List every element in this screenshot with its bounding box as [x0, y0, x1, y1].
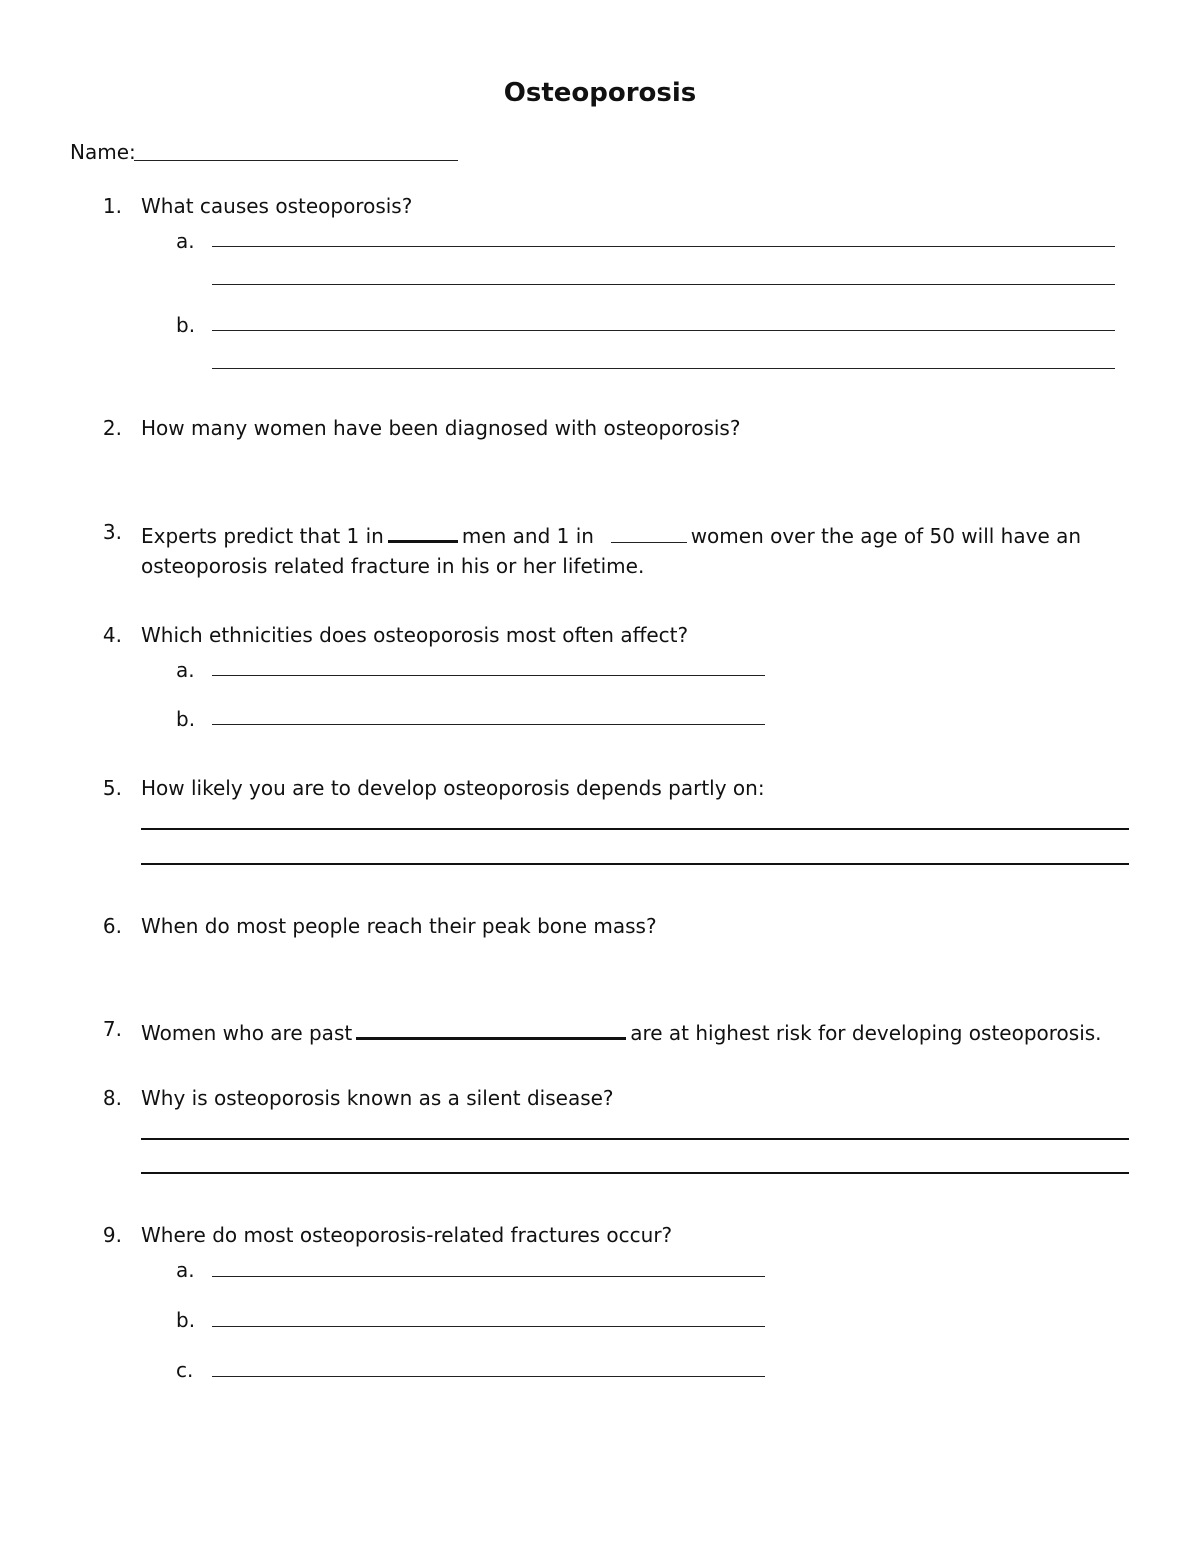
question-3-text — [141, 522, 1081, 546]
question-9-sub-b-line[interactable] — [212, 1326, 765, 1327]
question-9-sub-a-line[interactable] — [212, 1276, 765, 1277]
question-9-sub-c-label: c. — [176, 1358, 194, 1382]
question-4-sub-b-line[interactable] — [212, 724, 765, 725]
question-1-sub-a-label: a. — [176, 229, 195, 253]
question-3-line-2: osteoporosis related fracture in his or her lifetime. — [141, 554, 645, 578]
question-1-sub-a-line-1[interactable] — [212, 246, 1115, 247]
question-9-sub-b-label: b. — [176, 1308, 196, 1332]
question-1-sub-b-label: b. — [176, 313, 196, 337]
question-4-sub-b-label: b. — [176, 707, 196, 731]
question-1-sub-b-line-2[interactable] — [212, 368, 1115, 369]
question-4-sub-a-line[interactable] — [212, 675, 765, 676]
question-3-part-1: Experts predict that 1 in — [141, 524, 384, 548]
question-1-text: What causes osteoporosis? — [141, 194, 413, 218]
question-1-number: 1. — [102, 194, 122, 218]
question-1-sub-a-line-2[interactable] — [212, 284, 1115, 285]
question-8-text: Why is osteoporosis known as a silent disease? — [141, 1086, 614, 1110]
question-5-text: How likely you are to develop osteoporosis depends partly on: — [141, 776, 765, 800]
name-label: Name: — [70, 140, 136, 164]
question-7-part-2: are at highest risk for developing osteoporosis. — [630, 1021, 1102, 1045]
question-9-sub-a-label: a. — [176, 1258, 195, 1282]
question-5-answer-line-1[interactable] — [141, 828, 1129, 830]
question-8-answer-line-2[interactable] — [141, 1172, 1129, 1174]
question-4-text: Which ethnicities does osteoporosis most often affect? — [141, 623, 689, 647]
question-7-part-1: Women who are past — [141, 1021, 353, 1045]
question-4-number: 4. — [102, 623, 122, 647]
question-7-text — [141, 1019, 1102, 1043]
question-7-answer-blank[interactable] — [356, 1019, 626, 1040]
question-6-number: 6. — [102, 914, 122, 938]
question-6-text: When do most people reach their peak bone mass? — [141, 914, 657, 938]
question-3-part-2: men and 1 in — [461, 524, 594, 548]
question-5-number: 5. — [102, 776, 122, 800]
question-9-text: Where do most osteoporosis-related fractures occur? — [141, 1223, 673, 1247]
question-9-number: 9. — [102, 1223, 122, 1247]
question-7-number: 7. — [102, 1017, 122, 1041]
question-2-number: 2. — [102, 416, 122, 440]
question-8-number: 8. — [102, 1086, 122, 1110]
question-3-men-blank[interactable] — [388, 522, 458, 543]
question-9-sub-c-line[interactable] — [212, 1376, 765, 1377]
name-answer-line[interactable] — [134, 160, 458, 161]
question-3-women-blank[interactable] — [611, 524, 687, 543]
question-3-number: 3. — [102, 520, 122, 544]
question-4-sub-a-label: a. — [176, 658, 195, 682]
question-2-text: How many women have been diagnosed with osteoporosis? — [141, 416, 741, 440]
page-title: Osteoporosis — [503, 78, 697, 108]
question-3-part-3: women over the age of 50 will have an — [690, 524, 1082, 548]
question-5-answer-line-2[interactable] — [141, 863, 1129, 865]
question-8-answer-line-1[interactable] — [141, 1138, 1129, 1140]
question-1-sub-b-line-1[interactable] — [212, 330, 1115, 331]
